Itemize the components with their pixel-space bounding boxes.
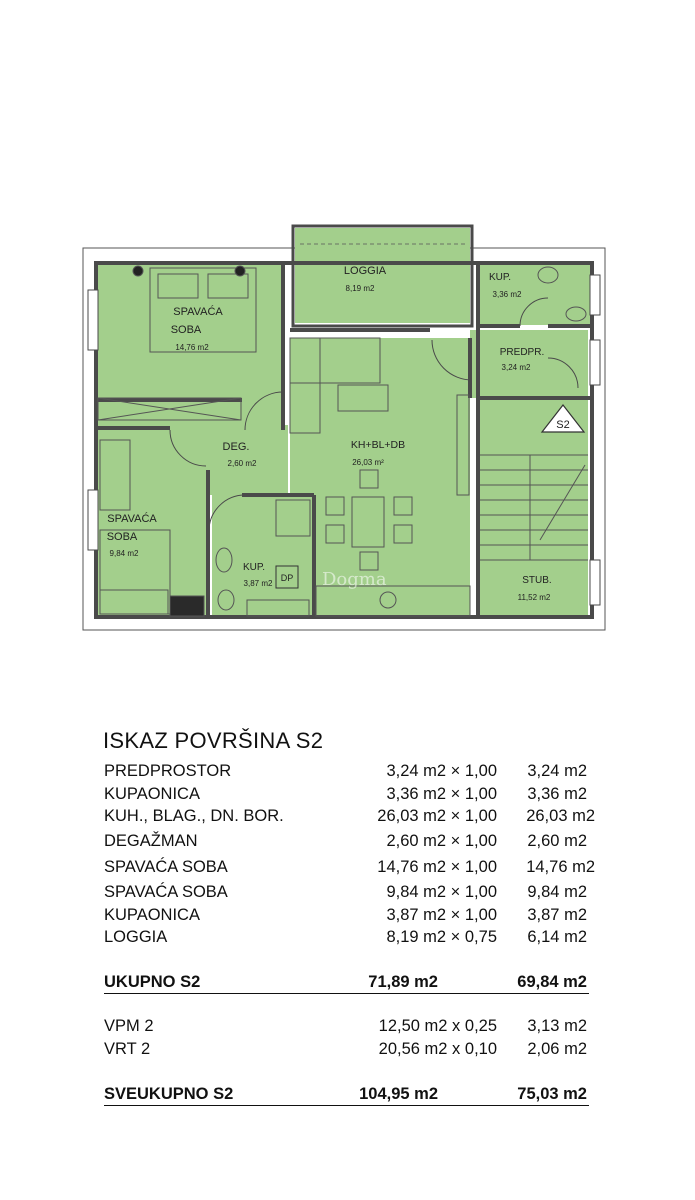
row-name: VRT 2 bbox=[104, 1040, 151, 1058]
room-label-loggia: LOGGIA bbox=[343, 265, 387, 277]
row-name: KUPAONICA bbox=[104, 906, 200, 924]
row-result: 3,87 m2 bbox=[527, 906, 587, 924]
room-area-predpr: 3,24 m2 bbox=[501, 363, 531, 372]
grand-total-row bbox=[0, 1085, 695, 1107]
row-calc: 20,56 m2 x 0,10 bbox=[378, 1040, 497, 1058]
stair-marker: S2 bbox=[556, 419, 570, 431]
row-name: VPM 2 bbox=[104, 1017, 154, 1035]
row-name: KUPAONICA bbox=[104, 785, 200, 803]
row-calc: 26,03 m2 × 1,00 bbox=[377, 807, 497, 825]
room-area-loggia: 8,19 m2 bbox=[345, 284, 375, 293]
table-row bbox=[0, 883, 695, 905]
room-label-kup-2: KUP. bbox=[242, 562, 266, 573]
row-calc: 2,60 m2 × 1,00 bbox=[386, 832, 497, 850]
total-name: UKUPNO S2 bbox=[104, 973, 201, 991]
grand-total-gross: 104,95 m2 bbox=[359, 1085, 438, 1103]
row-result: 2,60 m2 bbox=[527, 832, 587, 850]
row-calc: 12,50 m2 x 0,25 bbox=[378, 1017, 497, 1035]
grand-total-name: SVEUKUPNO S2 bbox=[104, 1085, 234, 1103]
row-result: 9,84 m2 bbox=[527, 883, 587, 901]
room-label-bedroom-2-line2: SOBA bbox=[106, 531, 138, 543]
room-area-bedroom-2: 9,84 m2 bbox=[109, 549, 139, 558]
row-result: 3,13 m2 bbox=[527, 1017, 587, 1035]
room-label-bedroom-2: SPAVAĆA bbox=[107, 513, 157, 525]
total-net: 69,84 m2 bbox=[517, 973, 587, 991]
row-calc: 8,19 m2 × 0,75 bbox=[386, 928, 497, 946]
grand-total-net: 75,03 m2 bbox=[517, 1085, 587, 1103]
row-name: SPAVAĆA SOBA bbox=[104, 883, 228, 901]
row-calc: 14,76 m2 × 1,00 bbox=[377, 858, 497, 876]
room-fills bbox=[98, 228, 590, 616]
row-name: DEGAŽMAN bbox=[104, 832, 198, 850]
row-result: 14,76 m2 bbox=[526, 858, 595, 876]
table-row bbox=[0, 832, 695, 854]
row-calc: 9,84 m2 × 1,00 bbox=[386, 883, 497, 901]
table-row bbox=[0, 807, 695, 829]
room-area-stub: 11,52 m2 bbox=[517, 593, 551, 602]
grand-total-underline bbox=[104, 1105, 589, 1106]
row-result: 3,36 m2 bbox=[527, 785, 587, 803]
watermark: Dogma bbox=[322, 569, 387, 590]
room-area-kup-2: 3,87 m2 bbox=[243, 579, 273, 588]
table-row bbox=[0, 928, 695, 950]
row-name: PREDPROSTOR bbox=[104, 762, 232, 780]
row-result: 2,06 m2 bbox=[527, 1040, 587, 1058]
room-label-bedroom-1-line2: SOBA bbox=[170, 324, 202, 336]
row-name: SPAVAĆA SOBA bbox=[104, 858, 228, 876]
room-area-kup-1: 3,36 m2 bbox=[492, 290, 522, 299]
row-calc: 3,87 m2 × 1,00 bbox=[386, 906, 497, 924]
row-calc: 3,24 m2 × 1,00 bbox=[386, 762, 497, 780]
room-area-living: 26,03 m² bbox=[352, 458, 384, 467]
dp-label: DP bbox=[280, 573, 294, 583]
row-name: KUH., BLAG., DN. BOR. bbox=[104, 807, 284, 825]
room-label-deg: DEG. bbox=[222, 441, 250, 453]
row-name: LOGGIA bbox=[104, 928, 168, 946]
room-label-kup-1: KUP. bbox=[488, 272, 512, 283]
row-result: 26,03 m2 bbox=[526, 807, 595, 825]
table-title: ISKAZ POVRŠINA S2 bbox=[103, 728, 324, 753]
total-row bbox=[0, 973, 695, 995]
row-result: 3,24 m2 bbox=[527, 762, 587, 780]
room-label-predpr: PREDPR. bbox=[499, 347, 545, 358]
table-row bbox=[0, 858, 695, 880]
room-label-living: KH+BL+DB bbox=[350, 439, 406, 451]
table-row bbox=[0, 762, 695, 784]
room-label-stub: STUB. bbox=[522, 575, 552, 586]
room-area-bedroom-1: 14,76 m2 bbox=[175, 343, 209, 352]
table-row bbox=[0, 1017, 695, 1039]
table-row bbox=[0, 1040, 695, 1062]
table-row bbox=[0, 906, 695, 928]
row-calc: 3,36 m2 × 1,00 bbox=[386, 785, 497, 803]
row-result: 6,14 m2 bbox=[527, 928, 587, 946]
room-label-bedroom-1: SPAVAĆA bbox=[173, 306, 223, 318]
table-row bbox=[0, 785, 695, 807]
total-underline bbox=[104, 993, 589, 994]
total-gross: 71,89 m2 bbox=[368, 973, 438, 991]
room-area-deg: 2,60 m2 bbox=[227, 459, 257, 468]
